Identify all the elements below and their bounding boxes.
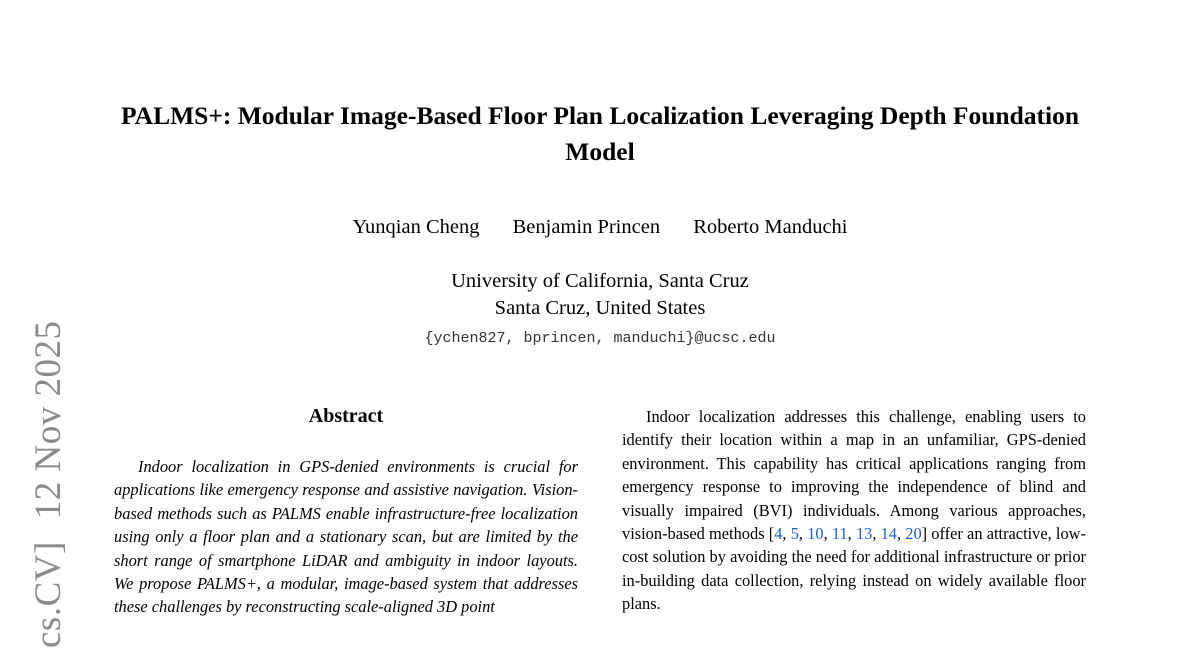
affiliation <box>0 268 1200 322</box>
citation-link[interactable]: 5 <box>790 524 799 544</box>
author-name: Roberto Manduchi <box>693 216 848 238</box>
intro-text-part1: Indoor localization addresses this challenge, enabling users to identify their location within a map in an unfamiliar, GPS-denied environment. This capability has critical applications ranging from emergency response to improving the independence of blind and visually impaired (BVI) individuals. Among various approaches, vision-based methods [ <box>622 407 1086 544</box>
introduction-paragraph: Indoor localization addresses this challenge, enabling users to identify their location within a map in an unfamiliar, GPS-denied environment. This capability has critical applications ranging from emergency response to improving the independence of blind and visually impaired (BVI) individuals. Among various approaches, vision-based methods [4, 5, 10, 11, 13, 14, 20] offer an attractive, low-cost solution by avoiding the need for additional infrastructure or prior in-building data collection, relying instead on widely available floor plans. <box>622 407 1086 614</box>
author-name: Benjamin Princen <box>512 216 661 238</box>
citation-link[interactable]: 13 <box>855 524 873 544</box>
citation-link[interactable]: 10 <box>807 524 824 544</box>
author-name: Yunqian Cheng <box>352 216 480 238</box>
affiliation-location: Santa Cruz, United States <box>494 297 706 319</box>
arxiv-category: cs.CV] <box>28 541 69 648</box>
arxiv-date: 12 Nov 2025 <box>28 320 69 520</box>
abstract-heading: Abstract <box>308 405 384 427</box>
affiliation-institution: University of California, Santa Cruz <box>451 270 749 292</box>
citation-link[interactable]: 14 <box>880 524 897 544</box>
intro-text-part2: ] offer an attractive, low-cost solution by avoiding the need for additional infrastructure or prior in-building data collection, relying instead on widely available floor plans. <box>622 524 1086 614</box>
author-emails: {ychen827, bprincen, manduchi}@ucsc.edu <box>424 330 776 347</box>
citation-link[interactable]: 11 <box>831 524 848 544</box>
author-list <box>0 213 1200 241</box>
arxiv-stamp <box>22 298 76 648</box>
citation-link[interactable]: 20 <box>905 524 922 544</box>
paper-title: PALMS+: Modular Image-Based Floor Plan Localization Leveraging Depth Foundation Model <box>120 101 1080 166</box>
citation-link[interactable]: 4 <box>774 524 783 544</box>
abstract-text: Indoor localization in GPS-denied environments is crucial for applications like emergency response and assistive navigation. Vision-based methods such as PALMS enable infrastructure-free localization using only a floor plan and a stationary scan, but are limited by the short range of smartphone LiDAR and ambiguity in indoor layouts. We propose PALMS+, a modular, image-based system that addresses these challenges by reconstructing scale-aligned 3D point <box>114 457 578 617</box>
